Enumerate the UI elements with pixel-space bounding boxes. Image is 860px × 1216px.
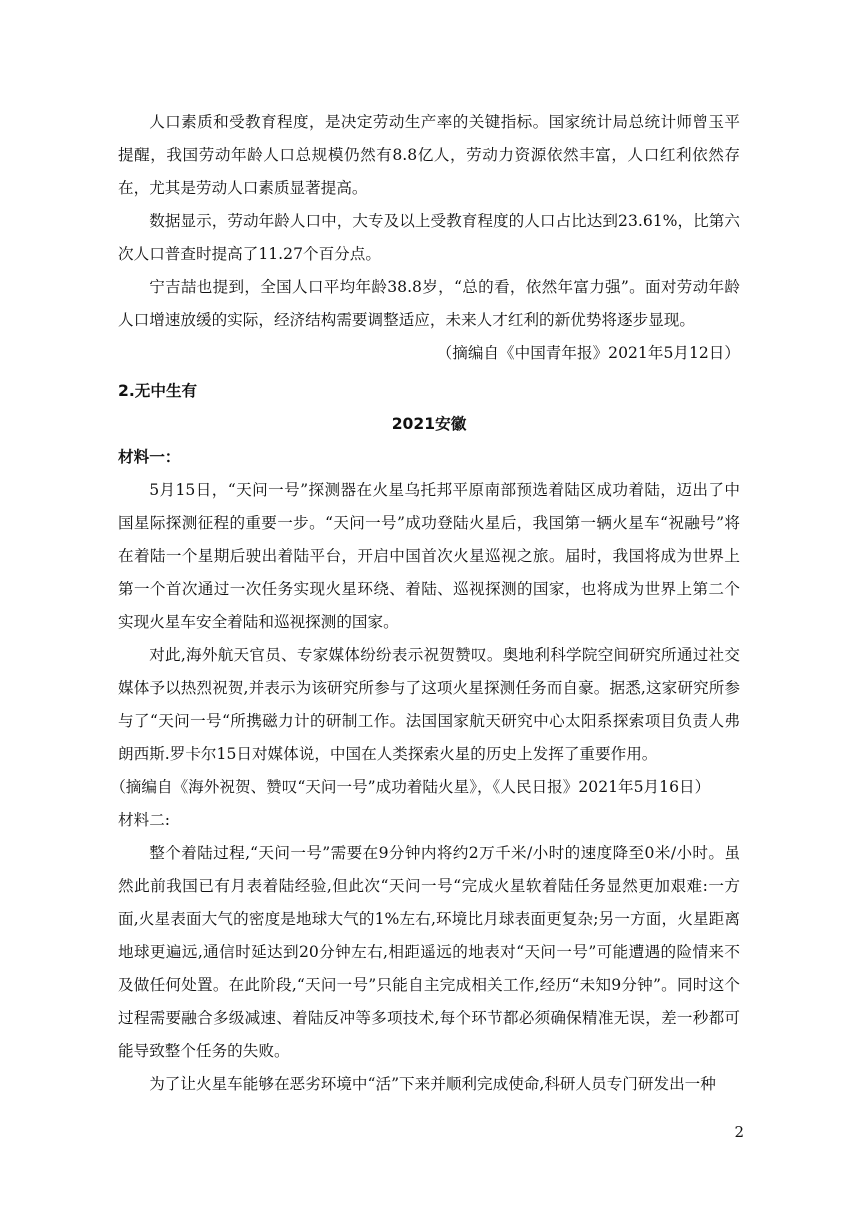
section-title: 2021安徽: [391, 415, 467, 433]
paragraph: 对此,海外航天官员、专家媒体纷纷表示祝贺赞叹。奥地利科学院空间研究所通过社交媒体予以热烈祝贺,并表示为该研究所参与了这项火星探测任务而自豪。据悉,这家研究所参与了“天问一号“所携磁力计的研制工作。法国国家航天研究中心太阳系探索项目负责人弗朗西斯.罗卡尔15日对媒体说，中国在人类探索火星的历史上发挥了重要作用。: [118, 646, 740, 763]
paragraph: 人口素质和受教育程度，是决定劳动生产率的关键指标。国家统计局总统计师曾玉平提醒，我国劳动年龄人口总规模仍然有8.8亿人，劳动力资源依然丰富，人口红利依然存在，尤其是劳动人口素质显著提高。: [118, 113, 740, 197]
paragraph: 整个着陆过程,“天问一号”需要在9分钟内将约2万千米/小时的速度降至0米/小时。虽然此前我国已有月表着陆经验,但此次“天问一号“完成火星软着陆任务显然更加艰难:一方面,火星表面大气的密度是地球大气的1%左右,环境比月球表面更复杂;另一方面，火星距离地球更遍远,通信时延达到20分钟左右,相距遥远的地表对“天问一号”可能遭遇的险情来不及做任何处置。在此阶段,“天问一号”只能自主完成相关工作,经历“未知9分钟”。同时这个过程需要融合多级减速、着陆反冲等多项技术,每个环节都必须确保精准无误，差一秒都可能导致整个任务的失败。: [118, 844, 740, 1060]
material-one-label: 材料一：: [118, 448, 181, 466]
section-heading: 2.无中生有: [118, 382, 198, 400]
source-citation: （摘编自《海外祝贺、赞叹“天问一号”成功着陆火星》，《人民日报》2021年5月16日）: [110, 778, 711, 796]
paragraph: 宁吉喆也提到，全国人口平均年龄38.8岁，“总的看，依然年富力强”。面对劳动年龄人口增速放缓的实际，经济结构需要调整适应，未来人才红利的新优势将逐步显现。: [118, 278, 740, 329]
paragraph: 为了让火星车能够在恶劣环境中“活”下来并顺利完成使命,科研人员专门研发出一种: [149, 1075, 716, 1093]
source-citation: （摘编自《中国青年报》2021年5月12日）: [436, 344, 740, 362]
page-number: 2: [734, 1123, 744, 1141]
intro-section: [118, 106, 740, 370]
paragraph: 数据显示，劳动年龄人口中，大专及以上受教育程度的人口占比达到23.61%，比第六次人口普查时提高了11.27个百分点。: [118, 212, 740, 263]
paragraph: 5月15日，“天问一号”探测器在火星乌托邦平原南部预选着陆区成功着陆，迈出了中国星际探测征程的重要一步。“天问一号”成功登陆火星后，我国第一辆火星车“祝融号”将在着陆一个星期后驶出着陆平台，开启中国首次火星巡视之旅。届时，我国将成为世界上第一个首次通过一次任务实现火星环绕、着陆、巡视探测的国家，也将成为世界上第二个实现火星车安全着陆和巡视探测的国家。: [118, 481, 740, 631]
material-two-label: 材料二:: [118, 811, 171, 829]
section-two: [110, 375, 740, 1101]
